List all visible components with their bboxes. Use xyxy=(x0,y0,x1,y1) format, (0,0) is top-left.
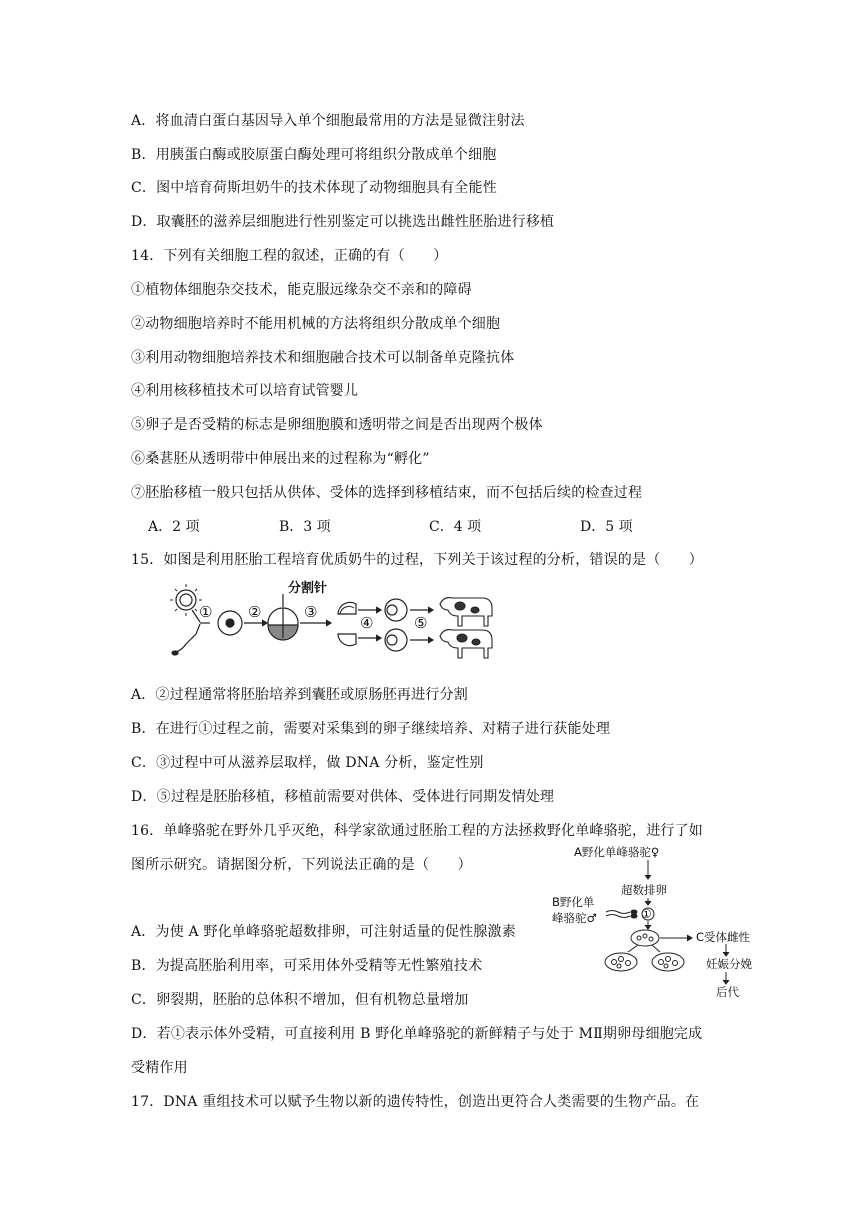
q15-option-d: D．⑤过程是胚胎移植，移植前需要对供体、受体进行同期发情处理 xyxy=(131,789,555,805)
fig-female-label: A野化单峰骆驼♀ xyxy=(574,845,660,859)
q16-stem-line1: 16．单峰骆驼在野外几乎灭绝，科学家欲通过胚胎工程的方法拯救野化单峰骆驼，进行了如 xyxy=(131,823,704,839)
q16-figure xyxy=(548,844,773,1006)
step-label: ② xyxy=(248,603,262,621)
step-label: ⑤ xyxy=(414,614,428,632)
q14-choice-a: A．2 项 xyxy=(148,519,200,535)
q16-option-a: A．为使 A 野化单峰骆驼超数排卵，可注射适量的促性腺激素 xyxy=(131,924,516,940)
q15-option-a: A．②过程通常将胚胎培养到囊胚或原肠胚再进行分割 xyxy=(131,687,468,703)
fig-male-label-2: 峰骆驼♂ xyxy=(552,911,597,925)
q14-item: ②动物细胞培养时不能用机械的方法将组织分散成单个细胞 xyxy=(131,316,501,332)
cow-icon xyxy=(440,630,492,658)
q16-stem-line2: 图所示研究。请据图分析，下列说法正确的是（ ） xyxy=(131,857,472,873)
needle-label: 分割针 xyxy=(288,581,328,596)
fig-male-label-1: B野化单 xyxy=(552,895,595,909)
q13-option-a: A．将血清白蛋白基因导入单个细胞最常用的方法是显微注射法 xyxy=(131,113,525,129)
q13-option-d: D．取囊胚的滋养层细胞进行性别鉴定可以挑选出雌性胚胎进行移植 xyxy=(131,214,555,230)
q15-stem: 15．如图是利用胚胎工程培育优质奶牛的过程，下列关于该过程的分析，错误的是（ ） xyxy=(131,552,704,568)
fig-step-label: ① xyxy=(641,907,652,921)
step-label: ① xyxy=(199,603,213,621)
q13-option-c: C．图中培育荷斯坦奶牛的技术体现了动物细胞具有全能性 xyxy=(131,180,497,196)
q17-stem: 17．DNA 重组技术可以赋予生物以新的遗传特性，创造出更符合人类需要的生物产品。在 xyxy=(131,1094,700,1110)
q16-option-b: B．为提高胚胎利用率，可采用体外受精等无性繁殖技术 xyxy=(131,958,483,974)
q15-option-b: B．在进行①过程之前，需要对采集到的卵子继续培养、对精子进行获能处理 xyxy=(131,721,611,737)
q14-choice-b: B．3 项 xyxy=(279,519,331,535)
q16-option-d-cont: 受精作用 xyxy=(131,1060,188,1076)
step-label: ③ xyxy=(304,603,318,621)
q15-figure xyxy=(170,578,500,670)
q14-item: ⑦胚胎移植一般只包括从供体、受体的选择到移植结束，而不包括后续的检查过程 xyxy=(131,485,643,501)
cow-icon xyxy=(440,598,492,626)
fig-recipient-label: C受体雌性 xyxy=(696,930,751,944)
q14-item: ①植物体细胞杂交技术，能克服远缘杂交不亲和的障碍 xyxy=(131,282,472,298)
fig-offspring-label: 后代 xyxy=(716,985,739,999)
q15-option-c: C．③过程中可从滋养层取样，做 DNA 分析，鉴定性别 xyxy=(131,755,484,771)
q16-option-d: D．若①表示体外受精，可直接利用 B 野化单峰骆驼的新鲜精子与处于 MⅡ期卵母细胞完成 xyxy=(131,1026,703,1042)
fig-superovulation-label: 超数排卵 xyxy=(621,883,667,897)
q14-item: ④利用核移植技术可以培育试管婴儿 xyxy=(131,383,359,399)
q14-item: ⑥桑葚胚从透明带中伸展出来的过程称为“孵化” xyxy=(131,451,430,467)
q14-item: ⑤卵子是否受精的标志是卵细胞膜和透明带之间是否出现两个极体 xyxy=(131,417,543,433)
q14-stem: 14．下列有关细胞工程的叙述，正确的有（ ） xyxy=(131,248,448,264)
q14-item: ③利用动物细胞培养技术和细胞融合技术可以制备单克隆抗体 xyxy=(131,350,515,366)
q16-option-c: C．卵裂期，胚胎的总体积不增加，但有机物总量增加 xyxy=(131,992,469,1008)
fig-pregnancy-label: 妊娠分娩 xyxy=(706,957,752,971)
q14-choice-c: C．4 项 xyxy=(429,519,482,535)
q14-choice-d: D．5 项 xyxy=(580,519,633,535)
step-label: ④ xyxy=(360,614,374,632)
q13-option-b: B．用胰蛋白酶或胶原蛋白酶处理可将组织分散成单个细胞 xyxy=(131,147,497,163)
